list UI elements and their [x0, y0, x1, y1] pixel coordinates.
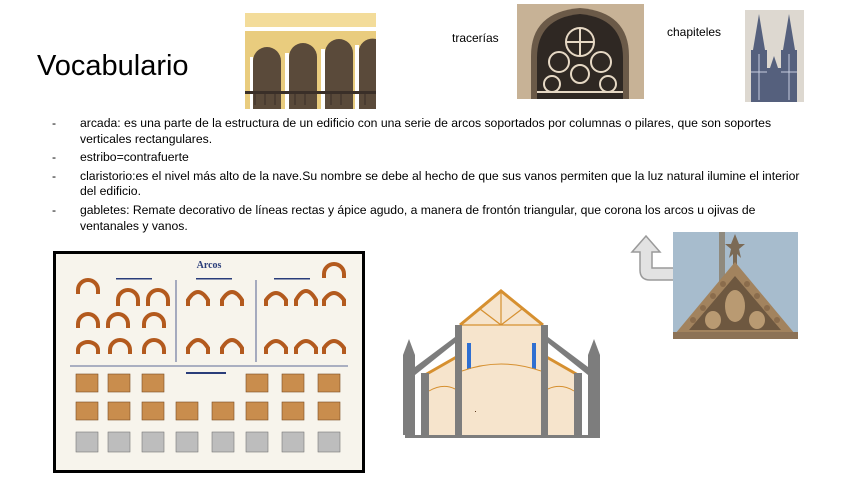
chapiteles-caption: chapiteles: [667, 25, 722, 39]
arcade-photo: [245, 13, 376, 109]
definition-claristorio: claristorio:es el nivel más alto de la nave.Su nombre se debe al hecho de que sus vanos permiten que la luz natural ilumine el interior del edificio.: [80, 168, 800, 199]
definition-estribo: estribo=contrafuerte: [80, 150, 189, 165]
gable-photo: [673, 232, 798, 339]
vocabulary-list: [52, 116, 812, 237]
tracery-photo: [517, 4, 644, 99]
tracerias-caption: tracerías: [452, 31, 499, 45]
cathedral-section-diagram: [395, 285, 610, 445]
list-item: [52, 150, 812, 166]
list-item: [52, 203, 812, 234]
definition-gabletes: gabletes: Remate decorativo de líneas rectas y ápice agudo, a manera de frontón triangular, que corona los arcos u ojivas de ventanales y vanos.: [80, 202, 756, 233]
arch-types-chart: [53, 251, 365, 473]
spires-drawing: [745, 10, 804, 102]
bullet-dash: -: [52, 150, 57, 165]
bullet-dash: -: [52, 116, 57, 130]
arrow-shape: [630, 234, 678, 286]
slide-title: Vocabulario: [37, 50, 189, 82]
list-item: [52, 116, 812, 147]
bullet-dash: -: [52, 168, 57, 183]
definition-arcada: arcada: es una parte de la estructura de un edificio con una serie de arcos soportados por columnas o pilares, que son soportes verticales rectangulares.: [80, 116, 772, 146]
list-item: [52, 169, 812, 200]
arcos-heading: Arcos: [196, 260, 222, 271]
bullet-dash: -: [52, 202, 57, 217]
